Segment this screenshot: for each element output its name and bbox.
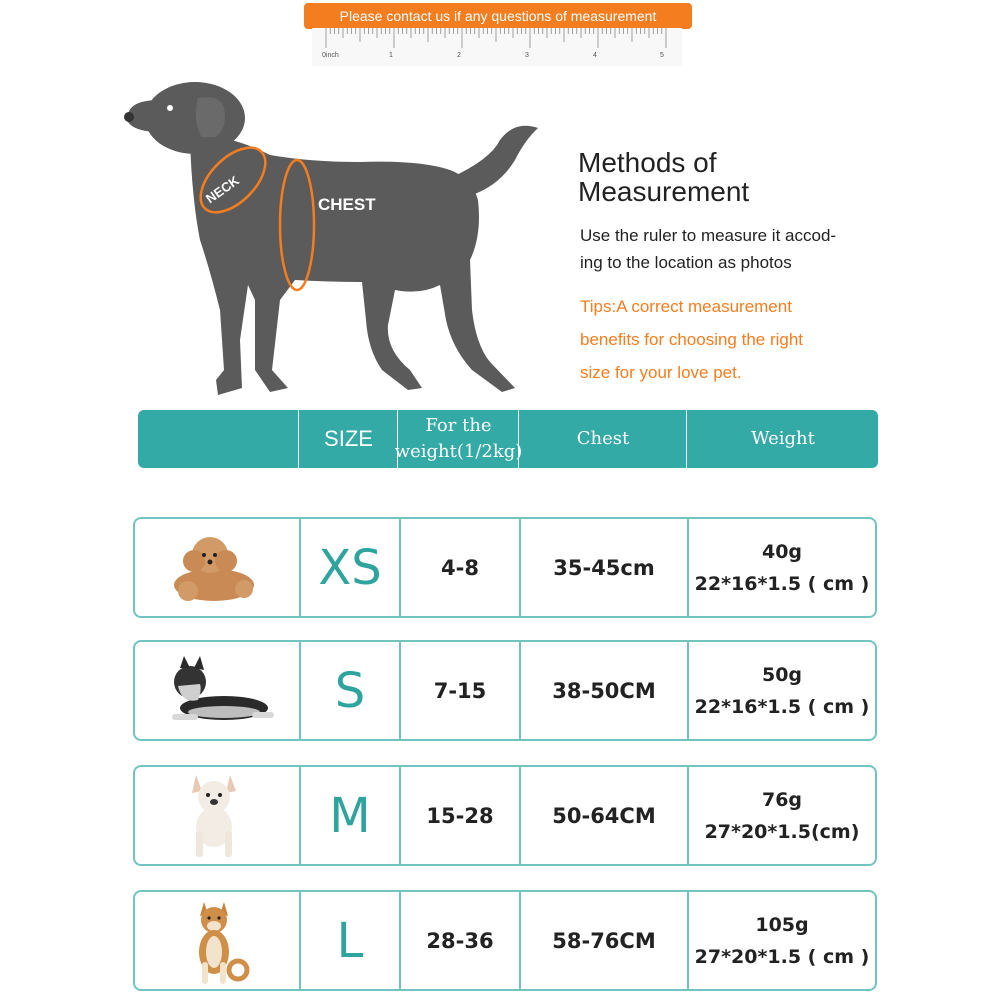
header-for-weight: For the weight(1/2kg) — [397, 410, 519, 468]
for-weight-value: 15-28 — [426, 803, 494, 828]
ruler — [312, 28, 682, 66]
header-weight: Weight — [686, 410, 879, 468]
size-row-l — [133, 890, 877, 991]
ruler-label: 2 — [457, 52, 461, 59]
methods-tips: Tips:A correct measurement benefits for choosing the right size for your love pet. — [580, 297, 804, 382]
dimensions-value: 22*16*1.5 ( cm ) — [694, 572, 870, 595]
french-bulldog-photo-icon — [152, 771, 282, 861]
dimensions-value: 27*20*1.5(cm) — [704, 820, 860, 843]
methods-title: Methods of Measurement — [578, 147, 750, 207]
size-row-m — [133, 765, 877, 866]
neck-label: NECK — [203, 172, 242, 207]
pet-photo-cell — [135, 642, 299, 739]
dog-silhouette-icon — [120, 70, 550, 405]
chest-label: CHEST — [318, 195, 376, 214]
weight-cell — [705, 784, 860, 848]
chest-value: 35-45cm — [553, 555, 655, 580]
for-weight-value: 7-15 — [433, 678, 487, 703]
weight-cell — [695, 659, 870, 723]
for-weight-value: 28-36 — [426, 928, 494, 953]
weight-value: 105g — [755, 913, 809, 936]
dimensions-value: 27*20*1.5 ( cm ) — [694, 945, 870, 968]
size-label: S — [334, 662, 366, 719]
size-table-header — [138, 410, 878, 468]
weight-value: 76g — [761, 788, 803, 811]
weight-value: 40g — [761, 540, 803, 563]
chest-value: 58-76CM — [552, 928, 656, 953]
weight-cell — [695, 909, 870, 973]
weight-cell — [695, 536, 870, 600]
chest-value: 50-64CM — [552, 803, 656, 828]
pet-photo-cell — [135, 519, 299, 616]
size-label: L — [336, 912, 364, 969]
ruler-label: 0inch — [322, 52, 339, 59]
shiba-photo-icon — [152, 896, 282, 986]
dog-measurement-figure — [120, 70, 550, 405]
ruler-label: 3 — [525, 52, 529, 59]
size-row-s — [133, 640, 877, 741]
poodle-photo-icon — [152, 523, 282, 613]
pet-photo-cell — [135, 892, 299, 989]
schnauzer-photo-icon — [152, 646, 282, 736]
size-label: M — [329, 787, 371, 844]
size-label: XS — [318, 539, 382, 596]
ruler-label: 1 — [389, 52, 393, 59]
measurement-contact-banner: Please contact us if any questions of measurement — [304, 3, 692, 29]
size-row-xs — [133, 517, 877, 618]
methods-description: Use the ruler to measure it accod- ing to the location as photos — [580, 226, 837, 272]
ruler-ticks — [312, 28, 682, 66]
pet-photo-cell — [135, 767, 299, 864]
chest-value: 38-50CM — [552, 678, 656, 703]
header-size: SIZE — [298, 410, 398, 468]
for-weight-value: 4-8 — [441, 555, 479, 580]
ruler-label: 5 — [660, 52, 664, 59]
header-chest: Chest — [518, 410, 687, 468]
dimensions-value: 22*16*1.5 ( cm ) — [694, 695, 870, 718]
ruler-label: 4 — [593, 52, 597, 59]
weight-value: 50g — [761, 663, 803, 686]
